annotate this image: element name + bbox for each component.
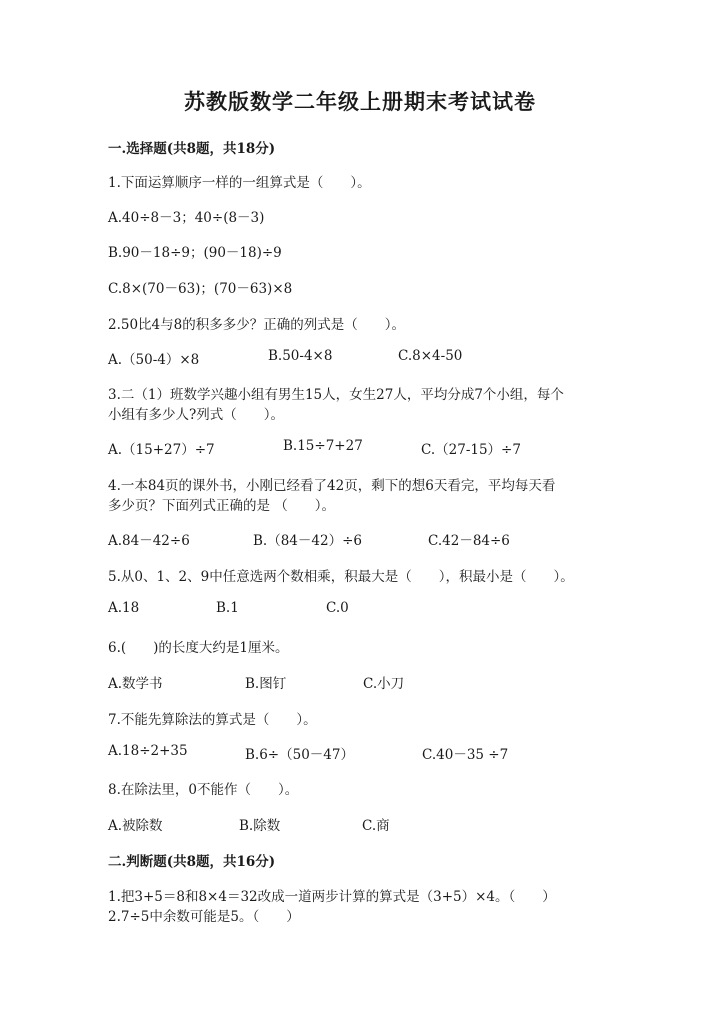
question-5-option-a: A.18 bbox=[108, 600, 140, 616]
question-3-options bbox=[108, 438, 628, 458]
question-4-option-c: C.42－84÷6 bbox=[428, 533, 510, 549]
question-8-option-b: B.除数 bbox=[239, 818, 281, 834]
question-8-option-c: C.商 bbox=[362, 818, 390, 834]
question-6-option-a: A.数学书 bbox=[108, 676, 163, 692]
question-4-stem-line-2: 多少页？下面列式正确的是 （ ）。 bbox=[108, 498, 336, 514]
question-2-option-a: A.（50-4）×8 bbox=[108, 352, 200, 368]
section-heading-choice: 一.选择题(共8题，共18分) bbox=[108, 141, 276, 157]
question-7-option-c: C.40－35 ÷7 bbox=[422, 747, 509, 763]
question-1-option-c: C.8×(70－63)；(70－63)×8 bbox=[108, 281, 293, 297]
question-1-stem: 1.下面运算顺序一样的一组算式是（ ）。 bbox=[108, 175, 371, 191]
question-4-stem-line-1: 4.一本84页的课外书，小刚已经看了42页，剩下的想6天看完，平均每天看 bbox=[108, 478, 556, 494]
question-3-option-b: B.15÷7+27 bbox=[283, 438, 363, 454]
question-4-option-b: B.（84－42）÷6 bbox=[253, 533, 362, 549]
question-4-option-a: A.84－42÷6 bbox=[108, 533, 190, 549]
question-2-options bbox=[108, 348, 628, 368]
section-heading-judgement: 二.判断题(共8题，共16分) bbox=[108, 854, 276, 870]
question-7-option-a: A.18÷2+35 bbox=[108, 743, 188, 759]
judgement-question-1: 1.把3+5＝8和8×4＝32改成一道两步计算的算式是（3+5）×4。（ ） bbox=[108, 889, 556, 905]
question-4-options bbox=[108, 529, 628, 549]
question-3-stem-line-1: 3.二（1）班数学兴趣小组有男生15人，女生27人，平均分成7个小组，每个 bbox=[108, 387, 564, 403]
question-6-options bbox=[108, 672, 628, 692]
question-1-option-b: B.90－18÷9；(90－18)÷9 bbox=[108, 245, 282, 261]
question-6-stem: 6.( )的长度大约是1厘米。 bbox=[108, 640, 289, 656]
question-5-options bbox=[108, 600, 628, 620]
exam-title: 苏教版数学二年级上册期末考试试卷 bbox=[184, 89, 536, 114]
question-3-option-a: A.（15+27）÷7 bbox=[108, 442, 215, 458]
question-6-option-c: C.小刀 bbox=[363, 676, 405, 692]
question-5-option-c: C.0 bbox=[326, 600, 349, 616]
question-8-options bbox=[108, 814, 628, 834]
question-1-option-a: A.40÷8－3；40÷(8－3) bbox=[108, 210, 265, 226]
question-8-option-a: A.被除数 bbox=[108, 818, 163, 834]
question-3-stem-line-2: 小组有多少人?列式（ ）。 bbox=[108, 407, 284, 423]
question-2-option-c: C.8×4-50 bbox=[398, 348, 463, 364]
question-5-option-b: B.1 bbox=[216, 600, 239, 616]
question-2-stem: 2.50比4与8的积多多少？正确的列式是（ ）。 bbox=[108, 317, 405, 333]
question-3-option-c: C.（27-15）÷7 bbox=[421, 442, 521, 458]
question-2-option-b: B.50-4×8 bbox=[268, 348, 333, 364]
question-7-options bbox=[108, 743, 628, 763]
judgement-question-2: 2.7÷5中余数可能是5。（ ） bbox=[108, 909, 300, 925]
question-6-option-b: B.图钉 bbox=[245, 676, 287, 692]
question-7-option-b: B.6÷（50－47） bbox=[245, 747, 354, 763]
question-8-stem: 8.在除法里，0不能作（ ）。 bbox=[108, 782, 299, 798]
question-7-stem: 7.不能先算除法的算式是（ ）。 bbox=[108, 712, 317, 728]
question-5-stem: 5.从0、1、2、9中任意选两个数相乘，积最大是（ ），积最小是（ ）。 bbox=[108, 569, 574, 585]
